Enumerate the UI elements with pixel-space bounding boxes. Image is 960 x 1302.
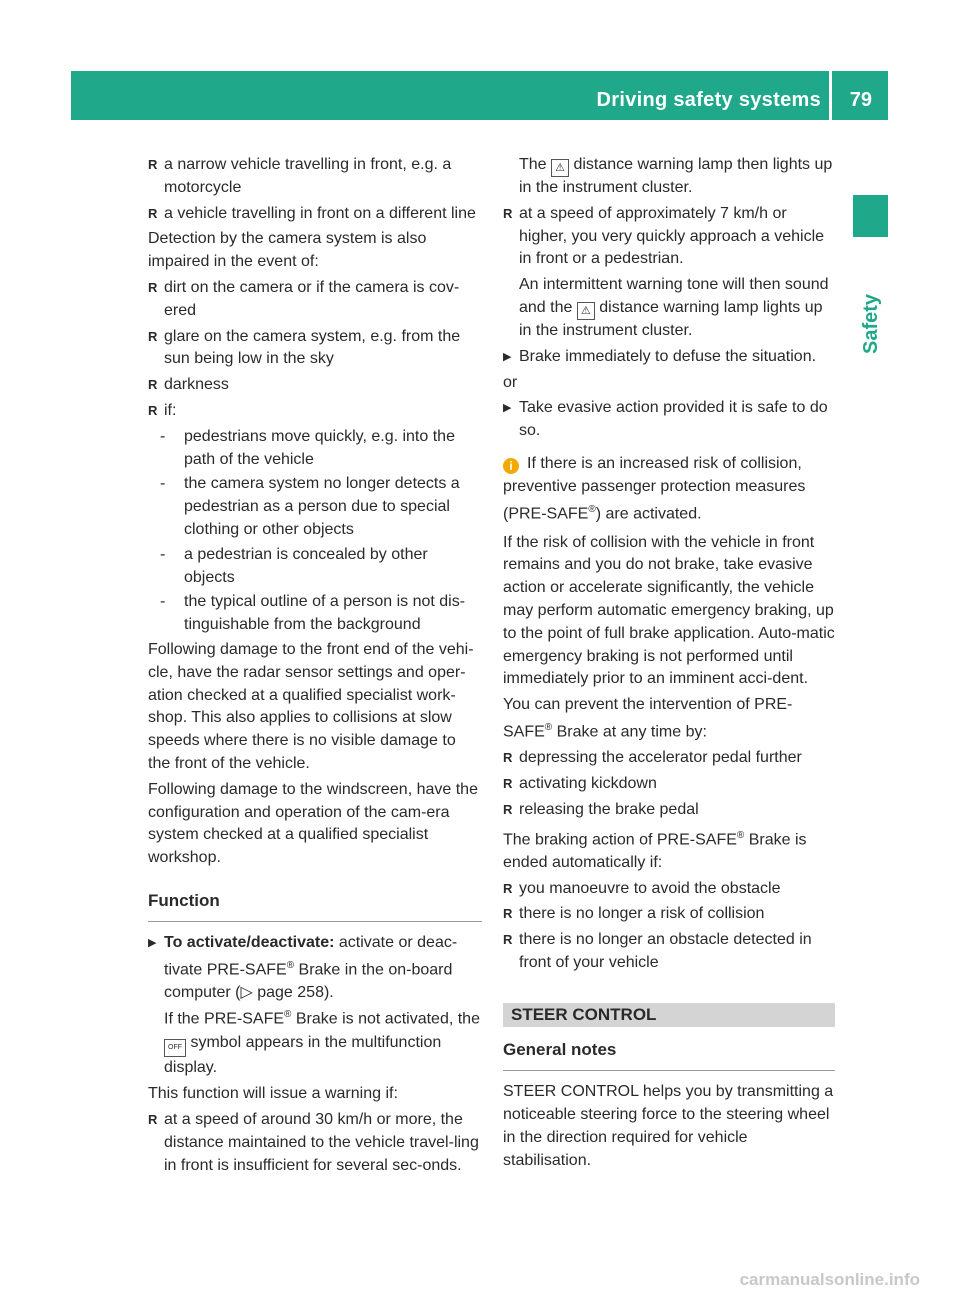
list-item: R a vehicle travelling in front on a different line bbox=[148, 203, 482, 226]
side-tab-marker bbox=[853, 195, 888, 237]
info-icon: i bbox=[503, 458, 519, 474]
bullet-icon: R bbox=[148, 205, 158, 221]
subsection-heading: General notes bbox=[503, 1039, 835, 1071]
paragraph: You can prevent the intervention of PRE-SAFE® Brake at any time by: bbox=[503, 696, 793, 741]
bullet-icon: R bbox=[503, 880, 513, 896]
list-item: R if: bbox=[148, 400, 482, 423]
bullet-icon: R bbox=[503, 932, 513, 948]
step-arrow-icon: ▶ bbox=[503, 402, 512, 415]
bullet-icon: R bbox=[503, 750, 513, 766]
list-item: R at a speed of approximately 7 km/h or higher, you very quickly approach a vehicle in front or a pedestrian. bbox=[503, 204, 825, 268]
list-item: R there is no longer an obstacle detected in front of your vehicle bbox=[503, 931, 812, 971]
instruction-step: ▶ Brake immediately to defuse the situation. bbox=[503, 346, 835, 369]
step-arrow-icon: ▶ bbox=[503, 350, 512, 363]
bullet-icon: R bbox=[148, 328, 158, 344]
section-title: Driving safety systems bbox=[596, 89, 821, 111]
paragraph: This function will issue a warning if: bbox=[148, 1085, 398, 1103]
list-item: R dirt on the camera or if the camera is cov-ered bbox=[148, 278, 460, 319]
list-item: R you manoeuvre to avoid the obstacle bbox=[503, 878, 835, 901]
dash-icon: - bbox=[160, 593, 166, 611]
side-tab-label: Safety bbox=[860, 293, 882, 354]
sub-list-item: - the camera system no longer detects a pedestrian as a person due to special clothing or other objects bbox=[160, 475, 460, 538]
dash-icon: - bbox=[160, 545, 166, 563]
paragraph: STEER CONTROL helps you by transmitting a noticeable steering force to the steering wheel in the direction required for vehicle stabilisation. bbox=[503, 1083, 834, 1169]
sub-list-item: - a pedestrian is concealed by other objects bbox=[160, 545, 428, 586]
paragraph: An intermittent warning tone will then sound and the ⚠ distance warning lamp lights up in the instrument cluster. bbox=[519, 276, 829, 339]
step-arrow-icon: ▶ bbox=[148, 936, 157, 949]
bullet-icon: R bbox=[503, 205, 513, 221]
function-heading: Function bbox=[148, 890, 482, 922]
dash-icon: - bbox=[160, 475, 166, 493]
page-ref-arrow-icon: ▷ bbox=[240, 983, 253, 1001]
list-item: R glare on the camera system, e.g. from the sun being low in the sky bbox=[148, 327, 461, 368]
paragraph: The braking action of PRE-SAFE® Brake is ended automatically if: bbox=[503, 829, 807, 871]
paragraph: Following damage to the windscreen, have the configuration and operation of the cam-era system checked at a qualified specialist workshop. bbox=[148, 780, 478, 867]
bullet-icon: R bbox=[503, 775, 513, 791]
list-item: R releasing the brake pedal bbox=[503, 799, 835, 822]
paragraph: Following damage to the front end of the vehi-cle, have the radar sensor settings and oper-ation checked at a qualified specialist work-shop. This also applies to collisions at slow speeds where there is no visible damage to the front of the vehicle. bbox=[148, 640, 474, 772]
list-item: R depressing the accelerator pedal further bbox=[503, 747, 835, 770]
paragraph: If the risk of collision with the vehicle in front remains and you do not brake, take evasive action or accelerate significantly, the vehicle may perform automatic emergency braking, up to the point of full brake application. Auto-matic emergency braking is not performed until immediately prior to an imminent acci-dent. bbox=[503, 533, 835, 688]
paragraph: Detection by the camera system is also impaired in the event of: bbox=[148, 230, 427, 271]
bullet-icon: R bbox=[503, 906, 513, 922]
list-item: R activating kickdown bbox=[503, 773, 835, 796]
pre-safe-off-icon: OFF bbox=[164, 1039, 186, 1057]
header-divider bbox=[829, 71, 832, 120]
instruction-step: ▶ To activate/deactivate: activate or deac-tivate PRE-SAFE® Brake in the on-board computer (▷ page 258). If the PRE-SAFE® Brake is not activated, the OFF symbol appears in the multifunction display. bbox=[148, 933, 480, 1076]
watermark: carmanualsonline.info bbox=[739, 1270, 920, 1289]
or-text: or bbox=[503, 373, 518, 391]
bullet-icon: R bbox=[148, 402, 158, 418]
list-item: R there is no longer a risk of collision bbox=[503, 903, 835, 926]
info-note: i If there is an increased risk of collision, preventive passenger protection measures (PRE-SAFE®) are activated. bbox=[503, 454, 806, 522]
sub-list-item: - the typical outline of a person is not dis-tinguishable from the background bbox=[160, 593, 466, 634]
bullet-icon: R bbox=[148, 279, 158, 295]
sub-list-item: - pedestrians move quickly, e.g. into the path of the vehicle bbox=[160, 427, 455, 468]
right-column bbox=[503, 154, 835, 1172]
distance-warning-lamp-icon: ⚠ bbox=[577, 302, 595, 320]
bullet-icon: R bbox=[148, 157, 158, 172]
header-bar bbox=[71, 71, 888, 120]
page-number: 79 bbox=[849, 89, 872, 111]
instruction-step: ▶ Take evasive action provided it is safe to do so. bbox=[503, 399, 828, 440]
left-column bbox=[148, 154, 482, 1181]
list-item: R darkness bbox=[148, 374, 482, 397]
list-item: R a narrow vehicle travelling in front, e.g. a motorcycle bbox=[148, 156, 452, 196]
distance-warning-lamp-icon: ⚠ bbox=[551, 159, 569, 177]
dash-icon: - bbox=[160, 427, 166, 445]
section-heading: STEER CONTROL bbox=[503, 1003, 835, 1028]
list-item: R at a speed of around 30 km/h or more, the distance maintained to the vehicle travel-ling in front is insufficient for several sec-onds. bbox=[148, 1111, 479, 1174]
bullet-icon: R bbox=[148, 1112, 158, 1128]
page-reference-link[interactable]: page 258). bbox=[252, 983, 334, 1001]
bullet-icon: R bbox=[148, 377, 158, 393]
paragraph: The ⚠ distance warning lamp then lights up in the instrument cluster. bbox=[519, 156, 833, 196]
bullet-icon: R bbox=[503, 801, 513, 817]
